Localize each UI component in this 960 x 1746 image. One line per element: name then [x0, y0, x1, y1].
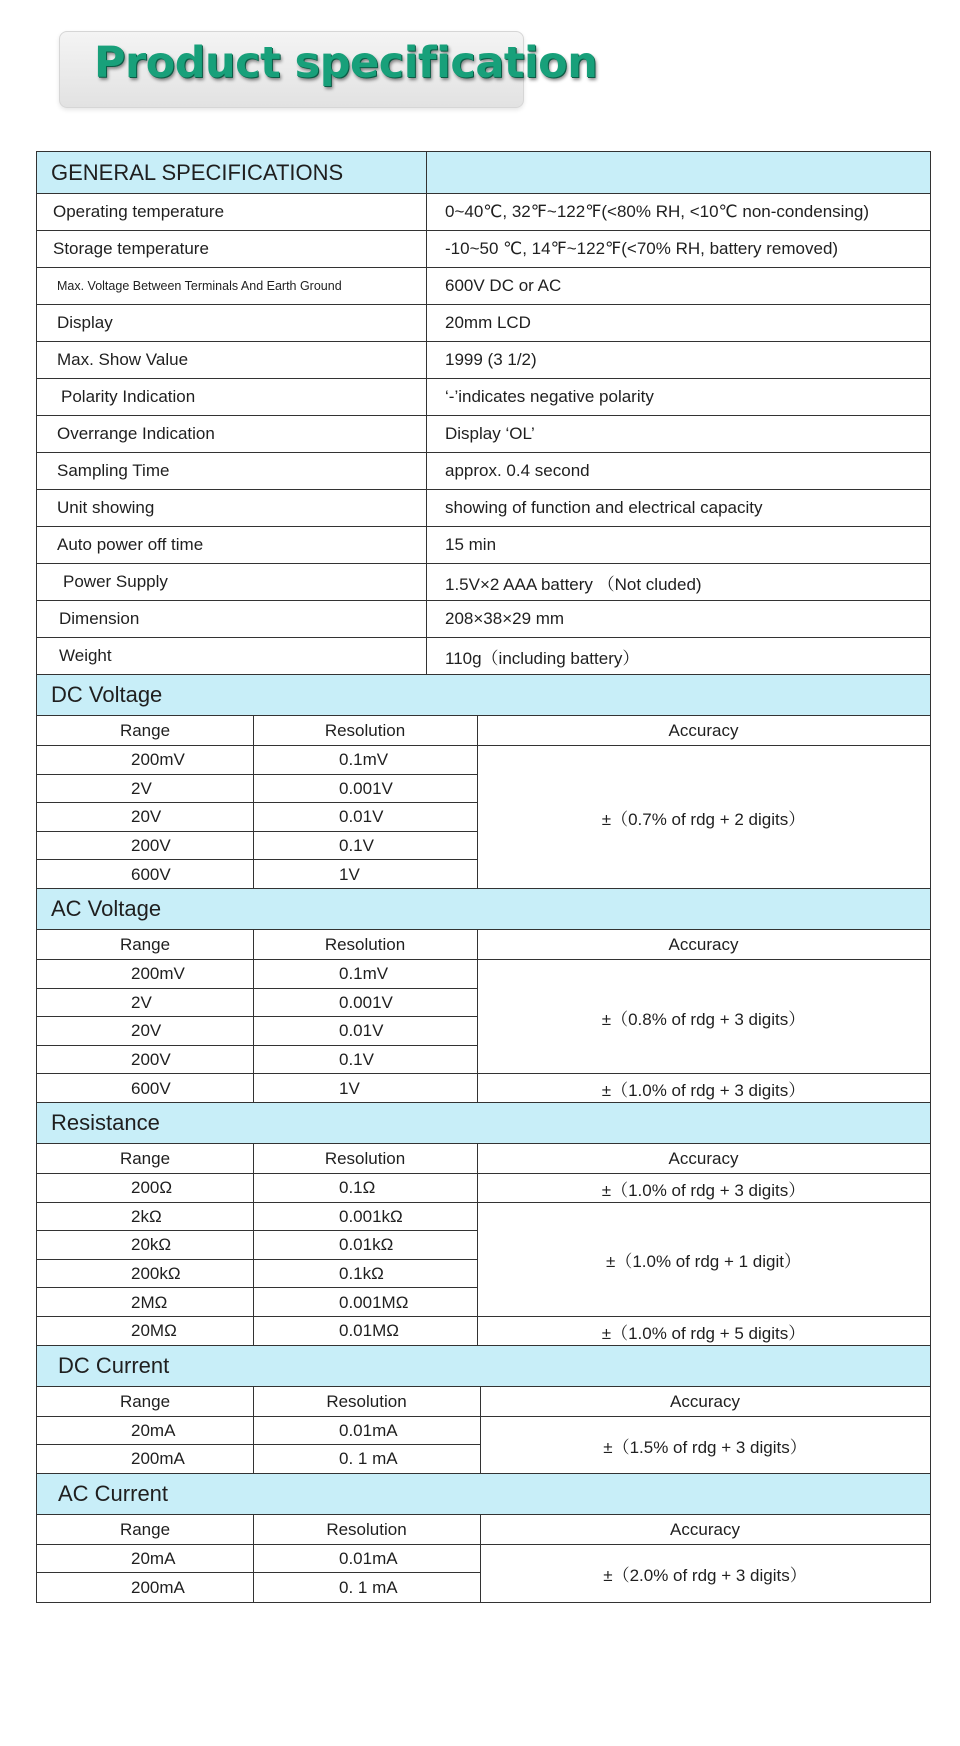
- resolution-cell: 0.001kΩ: [339, 1206, 403, 1226]
- spec-label: Unit showing: [37, 490, 427, 526]
- spec-label: Display: [37, 305, 427, 341]
- resolution-cell: 0.01MΩ: [339, 1321, 399, 1341]
- spec-value: 20mm LCD: [445, 313, 531, 332]
- column-header-accuracy: Accuracy: [668, 721, 739, 740]
- section-title-dci: DC Current: [37, 1346, 930, 1387]
- section-table-dcv: [37, 716, 930, 889]
- range-cell: 200V: [131, 836, 171, 856]
- general-spec-row: [37, 231, 930, 268]
- accuracy-cell: ±（1.0% of rdg + 5 digits）: [601, 1323, 806, 1343]
- spec-value: 0~40℃, 32℉~122℉(<80% RH, <10℃ non-condensing): [445, 202, 870, 221]
- spec-label: Storage temperature: [37, 231, 427, 267]
- column-header-accuracy: Accuracy: [668, 935, 739, 954]
- column-header-accuracy: Accuracy: [668, 1149, 739, 1168]
- range-cell: 200mV: [131, 964, 185, 984]
- general-spec-row: [37, 416, 930, 453]
- range-cell: 20V: [131, 1021, 162, 1041]
- spec-label: Polarity Indication: [37, 379, 427, 415]
- section-title-aci: AC Current: [37, 1474, 930, 1515]
- resolution-cell: 0.01mA: [339, 1420, 398, 1440]
- range-cell: 20mA: [131, 1549, 176, 1569]
- resolution-cell: 0.01V: [339, 1021, 384, 1041]
- column-divider: [253, 1515, 254, 1602]
- general-spec-row: [37, 490, 930, 527]
- column-header-resolution: Resolution: [326, 1391, 407, 1411]
- range-cell: 20V: [131, 807, 162, 827]
- accuracy-cell: ±（1.5% of rdg + 3 digits）: [603, 1437, 807, 1457]
- spec-value: approx. 0.4 second: [445, 461, 590, 480]
- resolution-cell: 0.01V: [339, 807, 384, 827]
- range-cell: 20mA: [131, 1420, 176, 1440]
- accuracy-cell: ±（0.8% of rdg + 3 digits）: [601, 1009, 806, 1029]
- resolution-cell: 0.1mV: [339, 964, 389, 984]
- spec-label: Sampling Time: [37, 453, 427, 489]
- spec-sheet: [36, 151, 931, 1603]
- resolution-cell: 0.001MΩ: [339, 1292, 409, 1312]
- spec-label: Overrange Indication: [37, 416, 427, 452]
- spec-label: Operating temperature: [37, 194, 427, 230]
- column-header-range: Range: [119, 935, 171, 954]
- column-header-accuracy: Accuracy: [670, 1519, 740, 1539]
- general-spec-row: [37, 638, 930, 675]
- column-header-range: Range: [119, 721, 171, 740]
- column-header-accuracy: Accuracy: [670, 1391, 740, 1411]
- section-table-dci: [37, 1387, 930, 1474]
- resolution-cell: 1V: [339, 1078, 360, 1098]
- section-table-res: [37, 1144, 930, 1346]
- spec-value: 1999 (3 1/2): [445, 350, 537, 369]
- accuracy-cell: ±（0.7% of rdg + 2 digits）: [601, 810, 806, 829]
- range-cell: 600V: [131, 1078, 171, 1098]
- range-cell: 200mV: [131, 750, 185, 770]
- title-banner: [59, 31, 598, 108]
- accuracy-cell: ±（1.0% of rdg + 1 digit）: [605, 1252, 801, 1272]
- column-header-resolution: Resolution: [324, 935, 406, 954]
- general-spec-row: [37, 379, 930, 416]
- resolution-cell: 1V: [339, 864, 360, 884]
- accuracy-cell: ±（2.0% of rdg + 3 digits）: [603, 1565, 807, 1585]
- general-spec-row: [37, 194, 930, 231]
- measurement-sections: [37, 675, 930, 1602]
- general-spec-row: [37, 453, 930, 490]
- section-title-acv: AC Voltage: [37, 889, 930, 930]
- column-header-range: Range: [119, 1519, 171, 1539]
- spec-value: 15 min: [445, 535, 497, 554]
- general-specs-header: [37, 151, 930, 194]
- section-title-dcv: DC Voltage: [37, 675, 930, 716]
- general-specs-table: [37, 194, 930, 675]
- range-cell: 600V: [131, 864, 171, 884]
- spec-value: -10~50 ℃, 14℉~122℉(<70% RH, battery removed): [445, 239, 839, 258]
- range-cell: 200V: [131, 1050, 171, 1070]
- general-specs-title: GENERAL SPECIFICATIONS: [37, 152, 427, 193]
- column-divider: [253, 1387, 254, 1474]
- range-cell: 200kΩ: [131, 1264, 181, 1284]
- section-title-res: Resistance: [37, 1103, 930, 1144]
- range-cell: 200mA: [131, 1577, 185, 1597]
- resolution-cell: 0.1V: [339, 1050, 374, 1070]
- range-cell: 2MΩ: [131, 1292, 168, 1312]
- general-spec-row: [37, 268, 930, 305]
- spec-value: 208×38×29 mm: [445, 609, 565, 628]
- resolution-cell: 0.01mA: [339, 1549, 398, 1569]
- spec-value: Display ‘OL’: [445, 424, 535, 443]
- spec-label: Dimension: [37, 601, 427, 637]
- column-header-resolution: Resolution: [324, 721, 406, 740]
- range-cell: 2kΩ: [131, 1206, 162, 1226]
- resolution-cell: 0.001V: [339, 778, 393, 798]
- resolution-cell: 0.1mV: [339, 750, 389, 770]
- resolution-cell: 0.01kΩ: [339, 1235, 394, 1255]
- resolution-cell: 0.1Ω: [339, 1178, 376, 1198]
- general-spec-row: [37, 342, 930, 379]
- general-spec-row: [37, 305, 930, 342]
- range-cell: 2V: [131, 992, 152, 1012]
- section-table-acv: [37, 930, 930, 1103]
- section-table-aci: [37, 1515, 930, 1602]
- column-header-resolution: Resolution: [326, 1519, 407, 1539]
- range-cell: 200Ω: [131, 1178, 173, 1198]
- general-spec-row: [37, 564, 930, 601]
- spec-value: ‘-’indicates negative polarity: [445, 387, 654, 406]
- column-header-range: Range: [119, 1391, 171, 1411]
- spec-value: 1.5V×2 AAA battery （Not cluded): [445, 574, 702, 594]
- accuracy-cell: ±（1.0% of rdg + 3 digits）: [601, 1081, 806, 1101]
- spec-label: Auto power off time: [37, 527, 427, 563]
- resolution-cell: 0.1V: [339, 836, 374, 856]
- resolution-cell: 0.1kΩ: [339, 1264, 384, 1284]
- spec-label: Max. Voltage Between Terminals And Earth Ground: [37, 268, 427, 304]
- page-title: Product specification: [94, 38, 598, 88]
- spec-value: showing of function and electrical capacity: [445, 498, 763, 517]
- spec-label: Weight: [37, 638, 427, 674]
- spec-value: 110g（including battery）: [445, 648, 640, 668]
- column-header-resolution: Resolution: [324, 1149, 406, 1168]
- accuracy-cell: ±（1.0% of rdg + 3 digits）: [601, 1180, 806, 1200]
- resolution-cell: 0. 1 mA: [339, 1449, 398, 1469]
- spec-label: Power Supply: [37, 564, 427, 600]
- spec-value: 600V DC or AC: [445, 276, 562, 295]
- spec-label: Max. Show Value: [37, 342, 427, 378]
- resolution-cell: 0. 1 mA: [339, 1577, 398, 1597]
- range-cell: 200mA: [131, 1449, 185, 1469]
- column-header-range: Range: [119, 1149, 171, 1168]
- resolution-cell: 0.001V: [339, 992, 393, 1012]
- general-spec-row: [37, 601, 930, 638]
- general-spec-row: [37, 527, 930, 564]
- range-cell: 2V: [131, 778, 152, 798]
- range-cell: 20kΩ: [131, 1235, 172, 1255]
- range-cell: 20MΩ: [131, 1321, 177, 1341]
